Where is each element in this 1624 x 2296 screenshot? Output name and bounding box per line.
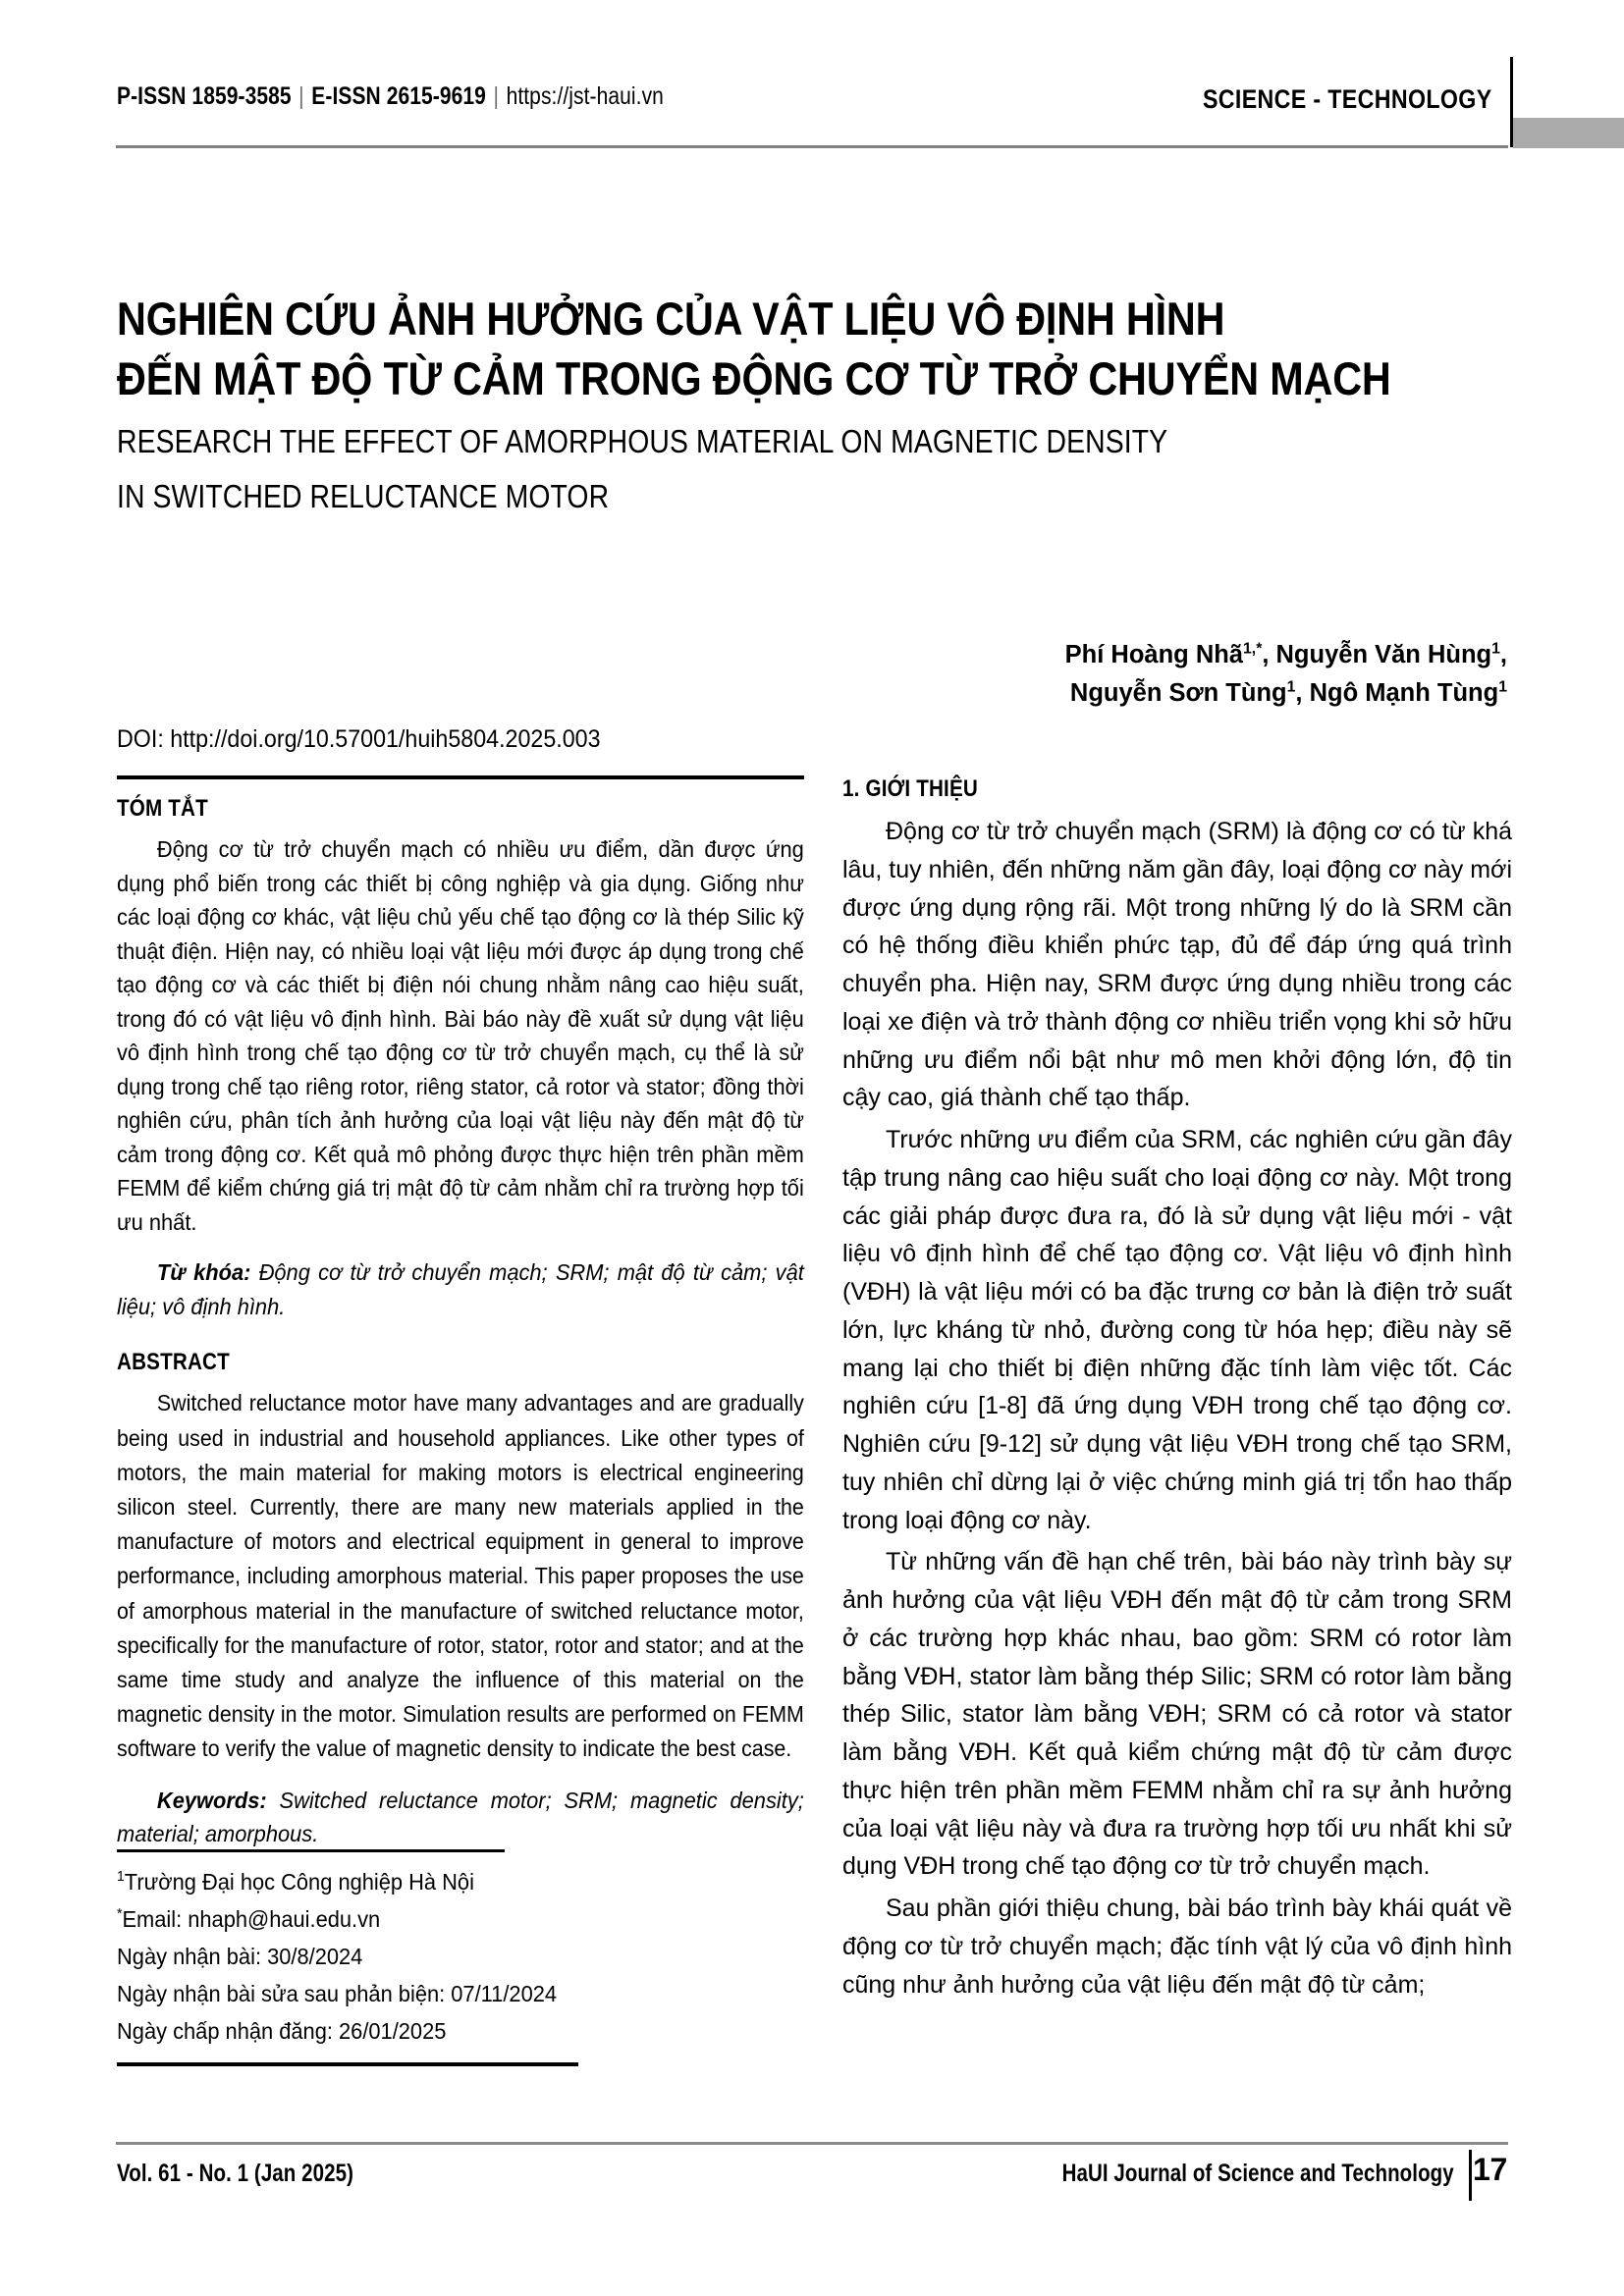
header-section-label: SCIENCE - TECHNOLOGY xyxy=(1203,84,1492,114)
footer-volume-issue: Vol. 61 - No. 1 (Jan 2025) xyxy=(117,2160,354,2187)
intro-paragraph-4: Sau phần giới thiệu chung, bài báo trình bày khái quát về động cơ từ trở chuyển mạch; đặc tính vật lý của vô định hình cũng như ảnh hưởng của vật liệu đến mật độ từ cảm; xyxy=(842,1895,1512,1999)
keywords-vn-label: Từ khóa: xyxy=(156,1259,251,1286)
footnote-revised-date: Ngày nhận bài sửa sau phản biện: 07/11/2024 xyxy=(117,1981,558,2007)
author-sup-3: 1 xyxy=(1286,678,1296,696)
title-vietnamese-line-1: NGHIÊN CỨU ẢNH HƯỞNG CỦA VẬT LIỆU VÔ ĐỊNH HÌNH xyxy=(117,293,1225,345)
footnote-email-text[interactable]: Email: nhaph@haui.edu.vn xyxy=(122,1906,381,1933)
abstract-en-body: Switched reluctance motor have many advantages and are gradually being used in industrial and household appliances. Like other types of motors, the main material for making motors is electrical engineering silicon steel. Currently, there are many new materials applied in the manufacture of motors and electrical equipment in general to improve performance, including amorphous material. This paper proposes the use of amorphous material in the manufacture of switched reluctance motor, specifically for the manufacture of rotor, stator, rotor and stator; and at the same time study and analyze the influence of this material on the magnetic density in the motor. Simulation results are performed on FEMM software to verify the value of magnetic density to indicate the best case. xyxy=(117,1390,804,1762)
issn-separator-1: | xyxy=(298,82,304,110)
author-name-4: , Ngô Mạnh Tùng xyxy=(1295,678,1499,707)
journal-url-link[interactable]: https://jst-haui.vn xyxy=(506,82,664,110)
footnote-affiliation xyxy=(117,1863,546,1900)
title-english-line-1: RESEARCH THE EFFECT OF AMORPHOUS MATERIAL ON MAGNETIC DENSITY xyxy=(117,423,1168,460)
author-name-3: Nguyễn Sơn Tùng xyxy=(1069,678,1287,707)
author-name-1: Phí Hoàng Nhã xyxy=(1064,641,1244,668)
footer-vertical-divider xyxy=(1469,2150,1472,2201)
author-name-2: , Nguyễn Văn Hùng xyxy=(1262,641,1492,668)
author-sup-1: 1,* xyxy=(1243,640,1263,658)
author-sup-2: 1 xyxy=(1491,640,1500,658)
keywords-vn xyxy=(117,1255,804,1323)
intro-paragraph-1: Động cơ từ trở chuyển mạch (SRM) là động cơ có từ khá lâu, tuy nhiên, đến những năm gần đây, loại động cơ này mới được ứng dụng rộng rãi. Một trong những lý do là SRM cần có hệ thống điều khiển phức tạp, đủ để đáp ứng quá trình chuyển pha. Hiện nay, SRM được ứng dụng nhiều trong các loại xe điện và trở thành động cơ nhiều triển vọng khi sở hữu những ưu điểm nổi bật như mô men khởi động lớn, độ tin cậy cao, giá thành chế tạo thấp. xyxy=(842,818,1512,1112)
footer-horizontal-rule xyxy=(116,2142,1508,2145)
abstract-vn-heading: TÓM TẮT xyxy=(117,795,208,822)
doi-link[interactable]: DOI: http://doi.org/10.57001/huih5804.2025.003 xyxy=(117,725,601,753)
author-line-1 xyxy=(1065,636,1507,674)
keywords-vn-text: Động cơ từ trở chuyển mạch; SRM; mật độ từ cảm; vật liệu; vô định hình. xyxy=(117,1259,804,1319)
left-column xyxy=(117,775,804,1851)
footnote-email xyxy=(117,1900,546,1938)
issn-separator-2: | xyxy=(493,82,500,110)
header-gray-block xyxy=(1513,118,1624,148)
footnote-affiliation-text: Trường Đại học Công nghiệp Hà Nội xyxy=(124,1869,474,1895)
intro-paragraph-2: Trước những ưu điểm của SRM, các nghiên cứu gần đây tập trung nâng cao hiệu suất cho loại động cơ này. Một trong các giải pháp được đưa ra, đó là sử dụng vật liệu mới - vật liệu vô định hình để chế tạo động cơ. Vật liệu vô định hình (VĐH) là vật liệu mới có ba đặc trưng cơ bản là điện trở suất lớn, lực kháng từ nhỏ, đường cong từ hóa hẹp; điều này sẽ mang lại cho thiết bị điện những đặc tính làm việc tốt. Các nghiên cứu [1-8] đã ứng dụng VĐH trong chế tạo động cơ. Nghiên cứu [9-12] sử dụng vật liệu VĐH trong chế tạo SRM, tuy nhiên chỉ dừng lại ở việc chứng minh giá trị tổn hao thấp trong loại động cơ này. xyxy=(842,1126,1512,1534)
footnote-accepted-date: Ngày chấp nhận đăng: 26/01/2025 xyxy=(117,2018,447,2045)
abstract-vn-body: Động cơ từ trở chuyển mạch có nhiều ưu điểm, dần được ứng dụng phổ biến trong các thiết bị công nghiệp và gia dụng. Giống như các loại động cơ khác, vật liệu chủ yếu chế tạo động cơ là thép Silic kỹ thuật điện. Hiện nay, có nhiều loại vật liệu mới được áp dụng trong chế tạo động cơ và các thiết bị điện nói chung nhằm nâng cao hiệu suất, trong đó có vật liệu vô định hình. Bài báo này đề xuất sử dụng vật liệu vô định hình trong chế tạo động cơ từ trở chuyển mạch, cụ thể là sử dụng trong chế tạo riêng rotor, riêng stator, cả rotor và stator; đồng thời nghiên cứu, phân tích ảnh hưởng của loại vật liệu này đến mật độ từ cảm trong động cơ. Kết quả mô phỏng được thực hiện trên phần mềm FEMM để kiểm chứng giá trị mật độ từ cảm nhằm chỉ ra trường hợp tối ưu nhất. xyxy=(117,836,804,1235)
author-sup-4: 1 xyxy=(1498,678,1507,696)
keywords-en-label: Keywords: xyxy=(156,1787,267,1813)
header-horizontal-rule xyxy=(116,145,1508,148)
keywords-en-text: Switched reluctance motor; SRM; magnetic density; material; amorphous. xyxy=(117,1787,804,1847)
footnote-block xyxy=(117,1849,578,2066)
e-issn-text: E-ISSN 2615-9619 xyxy=(311,82,486,110)
abstract-en-heading: ABSTRACT xyxy=(117,1349,230,1376)
footnote-top-rule xyxy=(117,1849,505,1852)
footnote-affiliation-sup: 1 xyxy=(117,1868,125,1886)
intro-heading: 1. GIỚI THIỆU xyxy=(842,775,978,802)
article-title-block xyxy=(117,290,1511,519)
title-english-line-2: IN SWITCHED RELUCTANCE MOTOR xyxy=(117,478,610,515)
right-column xyxy=(842,775,1512,2003)
issn-line xyxy=(117,82,664,111)
title-vietnamese-line-2: ĐẾN MẬT ĐỘ TỪ CẢM TRONG ĐỘNG CƠ TỪ TRỞ CHUYỂN MẠCH xyxy=(117,351,1391,404)
footer-page-number: 17 xyxy=(1473,2152,1507,2187)
p-issn-text: P-ISSN 1859-3585 xyxy=(117,82,292,110)
intro-paragraph-3: Từ những vấn đề hạn chế trên, bài báo này trình bày sự ảnh hưởng của vật liệu VĐH đến mật độ từ cảm trong SRM ở các trường hợp khác nhau, bao gồm: SRM có rotor làm bằng VĐH, stator làm bằng thép Silic; SRM có rotor làm bằng thép Silic, stator làm bằng VĐH; SRM có cả rotor và stator làm bằng VĐH. Kết quả kiểm chứng mật độ từ cảm được thực hiện trên phần mềm FEMM nhằm chỉ ra sự ảnh hưởng của loại vật liệu này và đưa ra trường hợp tối ưu nhất khi sử dụng VĐH trong chế tạo động cơ từ trở chuyển mạch. xyxy=(842,1548,1512,1881)
footer-journal-name: HaUI Journal of Science and Technology xyxy=(1061,2160,1454,2187)
author-list xyxy=(1065,636,1507,713)
abstract-top-rule xyxy=(117,775,804,779)
footnote-bottom-rule xyxy=(117,2062,578,2066)
page-header xyxy=(0,57,1624,147)
keywords-en xyxy=(117,1784,804,1851)
author-line-1-comma: , xyxy=(1499,641,1507,668)
footnote-email-sup: * xyxy=(117,1905,123,1923)
footnote-received-date: Ngày nhận bài: 30/8/2024 xyxy=(117,1944,363,1970)
author-line-2 xyxy=(1065,674,1507,713)
